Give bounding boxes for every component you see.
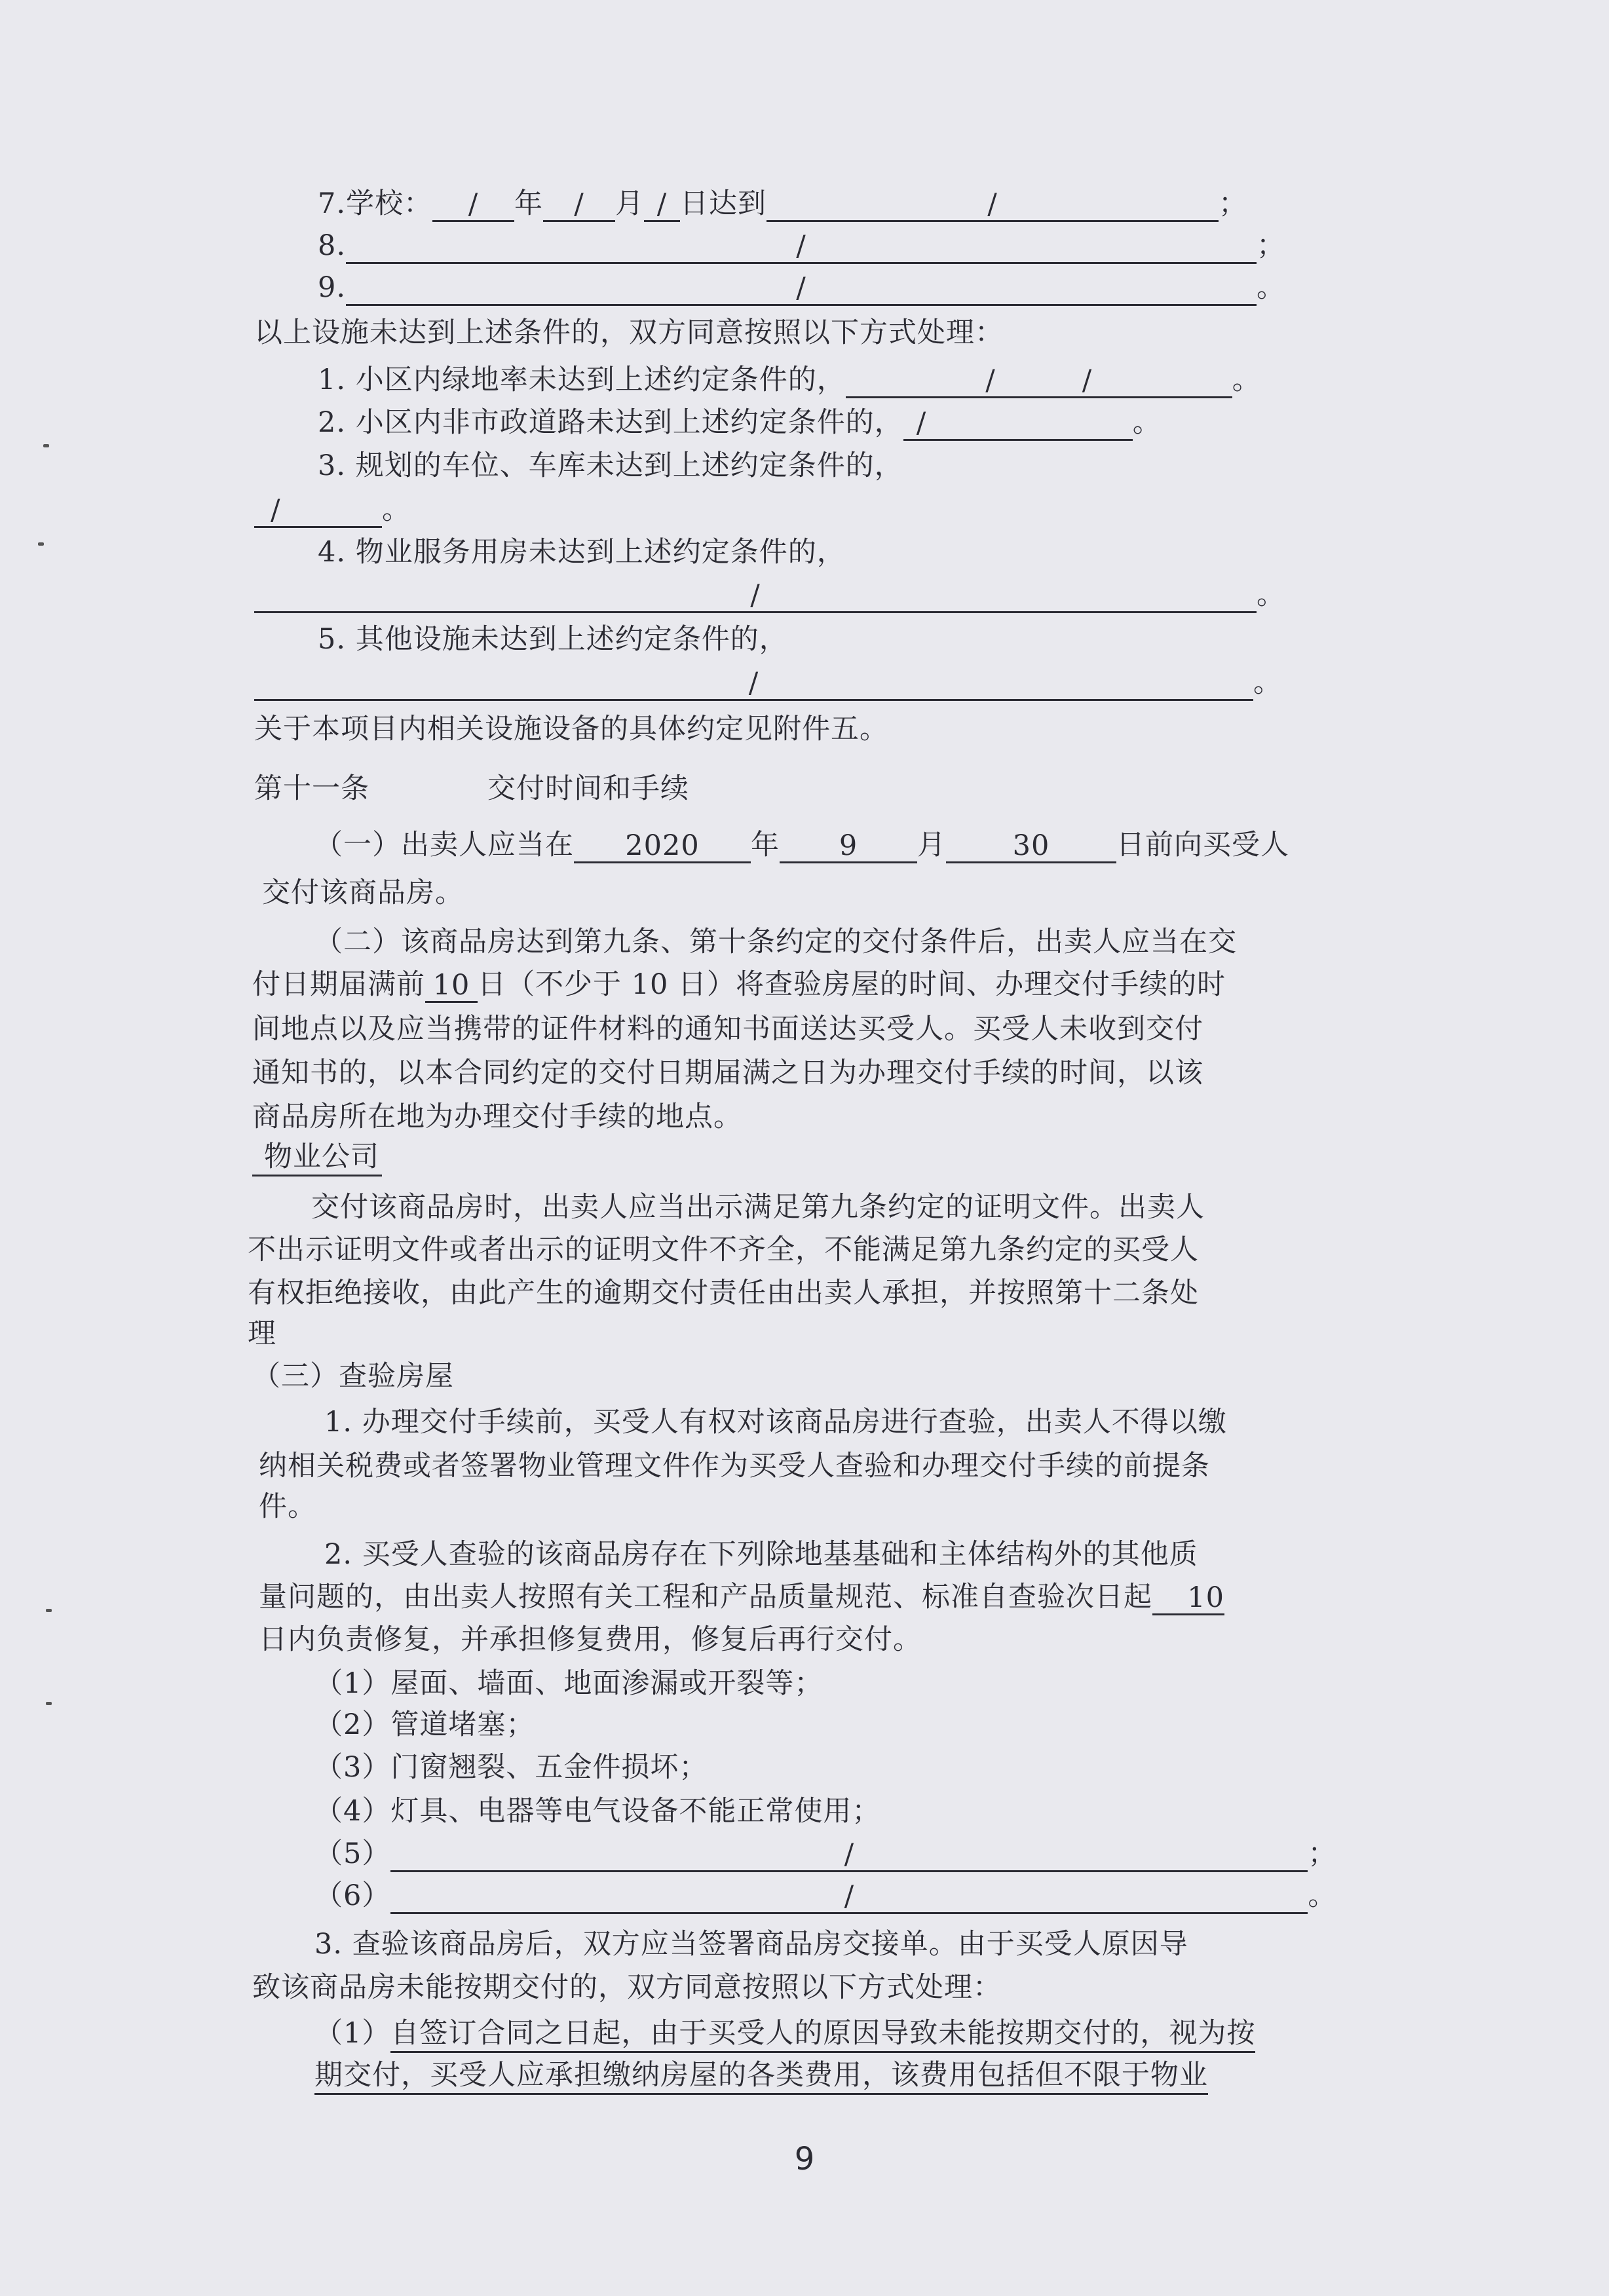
scan-speck <box>46 1702 52 1705</box>
handling-intro: 以上设施未达到上述条件的，双方同意按照以下方式处理： <box>254 316 1004 349</box>
inspection-2-line-3: 日内负责修复，并承担修复费用，修复后再行交付。 <box>259 1623 922 1656</box>
clause-text: 日前向买受人 <box>1116 829 1289 861</box>
year-label: 年 <box>514 187 544 220</box>
delivery-year[interactable]: 2020 <box>574 829 751 863</box>
docs-line-1: 交付该商品房时，出卖人应当出示满足第九条约定的证明文件。出卖人 <box>311 1191 1205 1224</box>
year-label: 年 <box>751 829 780 861</box>
defect-3: （3）门窗翘裂、五金件损坏； <box>314 1751 708 1784</box>
handling-option-1-text-a: 自签订合同之日起，由于买受人的原因导致未能按期交付的，视为按 <box>390 2017 1255 2053</box>
notice-line-3: 间地点以及应当携带的证件材料的通知书面送达买受人。买受人未收到交付 <box>252 1013 1203 1045</box>
blank-green-rate[interactable]: / / <box>846 364 1232 398</box>
property-company-line <box>252 1139 382 1175</box>
article-title: 交付时间和手续 <box>487 772 689 805</box>
semicolon: ； <box>1257 229 1286 262</box>
period: 。 <box>1257 578 1285 611</box>
facility-item-8 <box>318 227 1285 264</box>
clause-text: 1. 小区内绿地率未达到上述约定条件的， <box>318 364 846 396</box>
scan-speck <box>38 542 44 546</box>
period: 。 <box>1232 364 1261 396</box>
facility-item-9 <box>318 269 1285 306</box>
school-label: 学校： <box>346 187 433 220</box>
blank-year[interactable]: / <box>432 187 514 222</box>
delivery-date-line <box>314 827 1289 863</box>
docs-line-2: 不出示证明文件或者出示的证明文件不齐全，不能满足第九条约定的买受人 <box>248 1233 1199 1266</box>
blank-condition[interactable]: / <box>767 187 1219 222</box>
inspection-1-line-1: 1. 办理交付手续前，买受人有权对该商品房进行查验，出卖人不得以缴 <box>324 1406 1227 1439</box>
handling-property-room-blank-line <box>254 576 1285 613</box>
clause-text: 日（不少于 10 日）将查验房屋的时间、办理交付手续的时 <box>478 968 1226 1001</box>
handling-option-1-text-b: 期交付，买受人应承担缴纳房屋的各类费用，该费用包括但不限于物业 <box>314 2059 1208 2095</box>
blank-item-8[interactable]: / <box>346 229 1257 264</box>
article-heading <box>254 770 689 807</box>
blank-parking[interactable]: / <box>254 493 382 528</box>
month-label: 月 <box>615 187 645 220</box>
inspection-2-line-1: 2. 买受人查验的该商品房存在下列除地基基础和主体结构外的其他质 <box>324 1538 1198 1571</box>
inspection-2-line-2 <box>259 1579 1224 1615</box>
docs-line-3: 有权拒绝接收，由此产生的逾期交付责任由出卖人承担，并按照第十二条处 <box>248 1277 1199 1309</box>
item-number: 7. <box>318 187 347 220</box>
defect-6 <box>314 1877 1336 1914</box>
handling-other: 5. 其他设施未达到上述约定条件的， <box>318 623 788 656</box>
handling-option-1-line-1 <box>314 2015 1255 2052</box>
semicolon: ； <box>1219 187 1248 220</box>
handling-green-rate <box>318 362 1261 398</box>
period: 。 <box>1132 406 1162 439</box>
blank-defect-5[interactable]: / <box>390 1837 1308 1872</box>
delivery-day[interactable]: 30 <box>946 829 1116 863</box>
delivery-month[interactable]: 9 <box>780 829 917 863</box>
blank-property-room[interactable]: / <box>254 578 1257 613</box>
handling-parking: 3. 规划的车位、车库未达到上述约定条件的， <box>318 449 903 482</box>
day-reach-label: 日达到 <box>680 187 767 220</box>
defect-4: （4）灯具、电器等电气设备不能正常使用； <box>314 1795 881 1828</box>
period: 。 <box>382 493 411 526</box>
inspection-1-line-3: 件。 <box>259 1490 316 1523</box>
notice-days[interactable]: 10 <box>425 968 478 1003</box>
item-number: （6） <box>314 1879 391 1912</box>
handling-property-room: 4. 物业服务用房未达到上述约定条件的， <box>318 536 846 569</box>
facility-school-line <box>318 185 1247 222</box>
defect-5 <box>314 1835 1336 1872</box>
notice-line-5: 商品房所在地为办理交付手续的地点。 <box>252 1101 742 1133</box>
defect-1: （1）屋面、墙面、地面渗漏或开裂等； <box>314 1667 823 1700</box>
month-label: 月 <box>917 829 946 861</box>
page-number: 9 <box>794 2141 815 2177</box>
repair-days[interactable]: 10 <box>1152 1581 1224 1615</box>
annex-reference: 关于本项目内相关设施设备的具体约定见附件五。 <box>254 713 888 745</box>
clause-text: 2. 小区内非市政道路未达到上述约定条件的， <box>318 406 903 439</box>
inspection-1-line-2: 纳相关税费或者签署物业管理文件作为买受人查验和办理交付手续的前提条 <box>259 1450 1210 1482</box>
clause-text: （一）出卖人应当在 <box>314 829 574 861</box>
blank-item-9[interactable]: / <box>346 271 1257 306</box>
notice-line-2 <box>252 966 1226 1003</box>
handling-option-1-line-2 <box>314 2057 1208 2094</box>
handling-parking-blank-line <box>254 491 411 528</box>
inspection-3-line-2: 致该商品房未能按期交付的，双方同意按照以下方式处理： <box>252 1971 1002 2004</box>
scan-speck <box>43 444 49 447</box>
scan-speck <box>46 1609 52 1612</box>
semicolon: ； <box>1308 1837 1337 1870</box>
period: 。 <box>1253 666 1282 699</box>
blank-roads[interactable]: / <box>903 406 1133 441</box>
defect-2: （2）管道堵塞； <box>314 1708 535 1741</box>
blank-day[interactable]: / <box>644 187 680 222</box>
item-number: 8. <box>318 229 347 262</box>
inspection-heading: （三）查验房屋 <box>252 1360 454 1393</box>
period: 。 <box>1257 271 1286 304</box>
article-number: 第十一条 <box>254 772 369 805</box>
property-company: 物业公司 <box>252 1140 382 1176</box>
notice-line-1: （二）该商品房达到第九条、第十条约定的交付条件后，出卖人应当在交 <box>314 926 1237 958</box>
delivery-date-line-2: 交付该商品房。 <box>262 876 464 909</box>
period: 。 <box>1308 1879 1337 1912</box>
blank-month[interactable]: / <box>543 187 615 222</box>
item-number: 9. <box>318 271 347 304</box>
handling-roads <box>318 404 1162 441</box>
clause-text: 付日期届满前 <box>252 968 425 1001</box>
notice-line-4: 通知书的，以本合同约定的交付日期届满之日为办理交付手续的时间，以该 <box>252 1057 1203 1089</box>
item-number: （1） <box>314 2017 391 2050</box>
blank-defect-6[interactable]: / <box>390 1879 1308 1914</box>
inspection-3-line-1: 3. 查验该商品房后，双方应当签署商品房交接单。由于买受人原因导 <box>314 1928 1188 1961</box>
handling-other-blank-line <box>254 664 1282 701</box>
blank-other[interactable]: / <box>254 666 1253 701</box>
clause-text: 量问题的，由出卖人按照有关工程和产品质量规范、标准自查验次日起 <box>259 1581 1152 1613</box>
item-number: （5） <box>314 1837 391 1870</box>
docs-line-4: 理 <box>248 1317 276 1350</box>
